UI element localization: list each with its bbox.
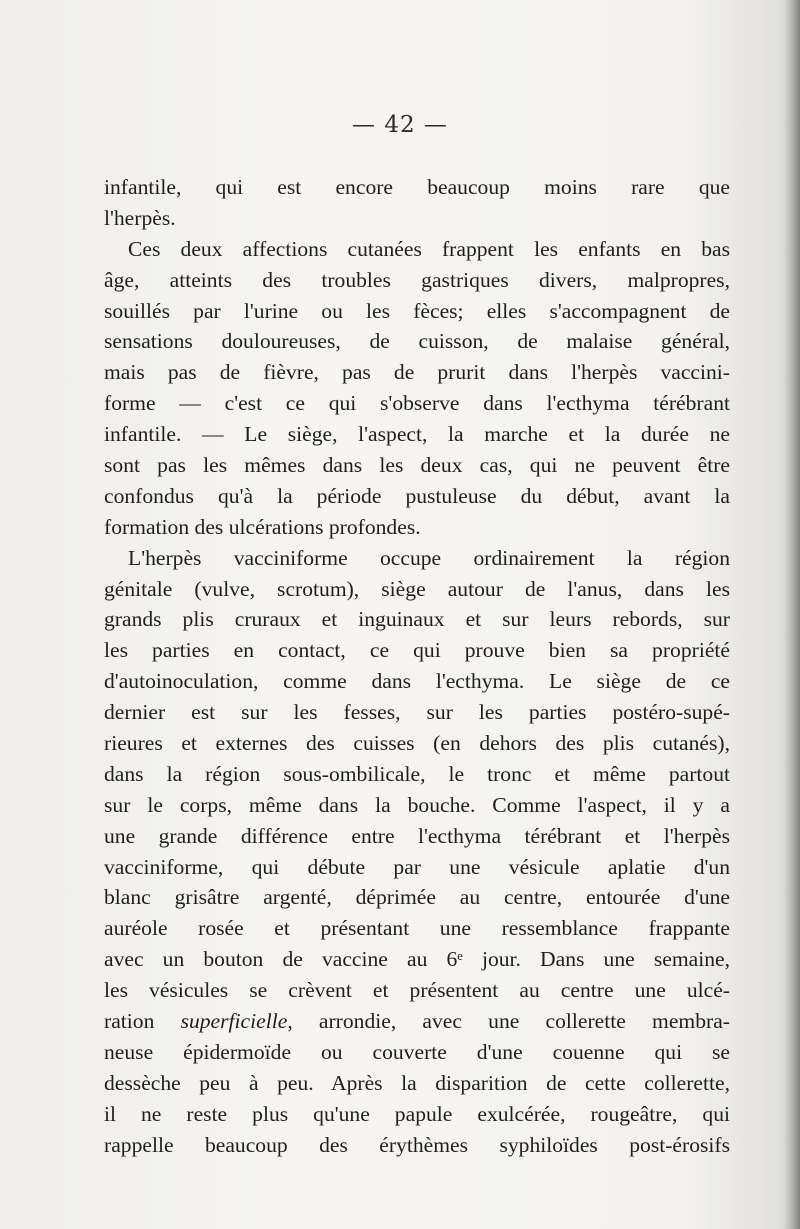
text-line: auréole rosée et présentant une ressemblance frappante xyxy=(104,916,730,941)
text-line: d'autoinoculation, comme dans l'ecthyma. Le siège de ce xyxy=(104,669,730,694)
text-line: neuse épidermoïde ou couverte d'une couenne qui se xyxy=(104,1039,730,1064)
text-line: dans la région sous-ombilicale, le tronc et même partout xyxy=(104,761,730,786)
text-line: génitale (vulve, scrotum), siège autour de l'anus, dans les xyxy=(104,576,730,601)
text-fragment: ration xyxy=(104,1009,181,1034)
text-line: confondus qu'à la période pustuleuse du début, avant la xyxy=(104,483,730,508)
text-line: les parties en contact, ce qui prouve bien sa propriété xyxy=(104,638,730,663)
text-line: rappelle beaucoup des érythèmes syphiloïdes post-érosifs xyxy=(104,1132,730,1157)
text-line: une grande différence entre l'ecthyma térébrant et l'herpès xyxy=(104,823,730,848)
text-line: les vésicules se crèvent et présentent au centre une ulcé- xyxy=(104,978,730,1003)
text-line: formation des ulcérations profondes. xyxy=(104,514,421,539)
text-line xyxy=(104,1006,730,1037)
text-line: grands plis cruraux et inguinaux et sur leurs rebords, sur xyxy=(104,607,730,632)
italic-word: superficielle xyxy=(180,1009,288,1034)
text-line: âge, atteints des troubles gastriques divers, malpropres, xyxy=(104,267,730,292)
text-line: Ces deux affections cutanées frappent les enfants en bas xyxy=(128,236,730,261)
text-line: dernier est sur les fesses, sur les parties postéro-supé- xyxy=(104,700,730,725)
text-line: infantile. — Le siège, l'aspect, la marche et la durée ne xyxy=(104,422,730,447)
text-line: rieures et externes des cuisses (en dehors des plis cutanés), xyxy=(104,731,730,756)
text-fragment: , arrondie, avec une collerette membra- xyxy=(287,1009,730,1034)
text-line: mais pas de fièvre, pas de prurit dans l'herpès vaccini- xyxy=(104,360,730,385)
text-line: sont pas les mêmes dans les deux cas, qui ne peuvent être xyxy=(104,453,730,478)
body-text xyxy=(104,172,730,1161)
text-line: vacciniforme, qui débute par une vésicule aplatie d'un xyxy=(104,854,730,879)
text-line: infantile, qui est encore beaucoup moins rare que xyxy=(104,175,730,199)
text-line: sur le corps, même dans la bouche. Comme l'aspect, il y a xyxy=(104,792,730,817)
text-line: forme — c'est ce qui s'observe dans l'ecthyma térébrant xyxy=(104,391,730,416)
text-line: L'herpès vacciniforme occupe ordinairement la région xyxy=(128,545,730,570)
text-line: blanc grisâtre argenté, déprimée au centre, entourée d'une xyxy=(104,885,730,910)
text-line: souillés par l'urine ou les fèces; elles s'accompagnent de xyxy=(104,298,730,323)
text-line: avec un bouton de vaccine au 6ᵉ jour. Dans une semaine, xyxy=(104,947,730,972)
text-line: l'herpès. xyxy=(104,205,176,230)
page-binding-edge xyxy=(784,0,800,1229)
page-number: — 42 — xyxy=(352,112,448,138)
text-line: il ne reste plus qu'une papule exulcérée, rougeâtre, qui xyxy=(104,1101,730,1126)
text-line: dessèche peu à peu. Après la disparition de cette collerette, xyxy=(104,1070,730,1095)
text-line: sensations douloureuses, de cuisson, de malaise général, xyxy=(104,329,730,354)
